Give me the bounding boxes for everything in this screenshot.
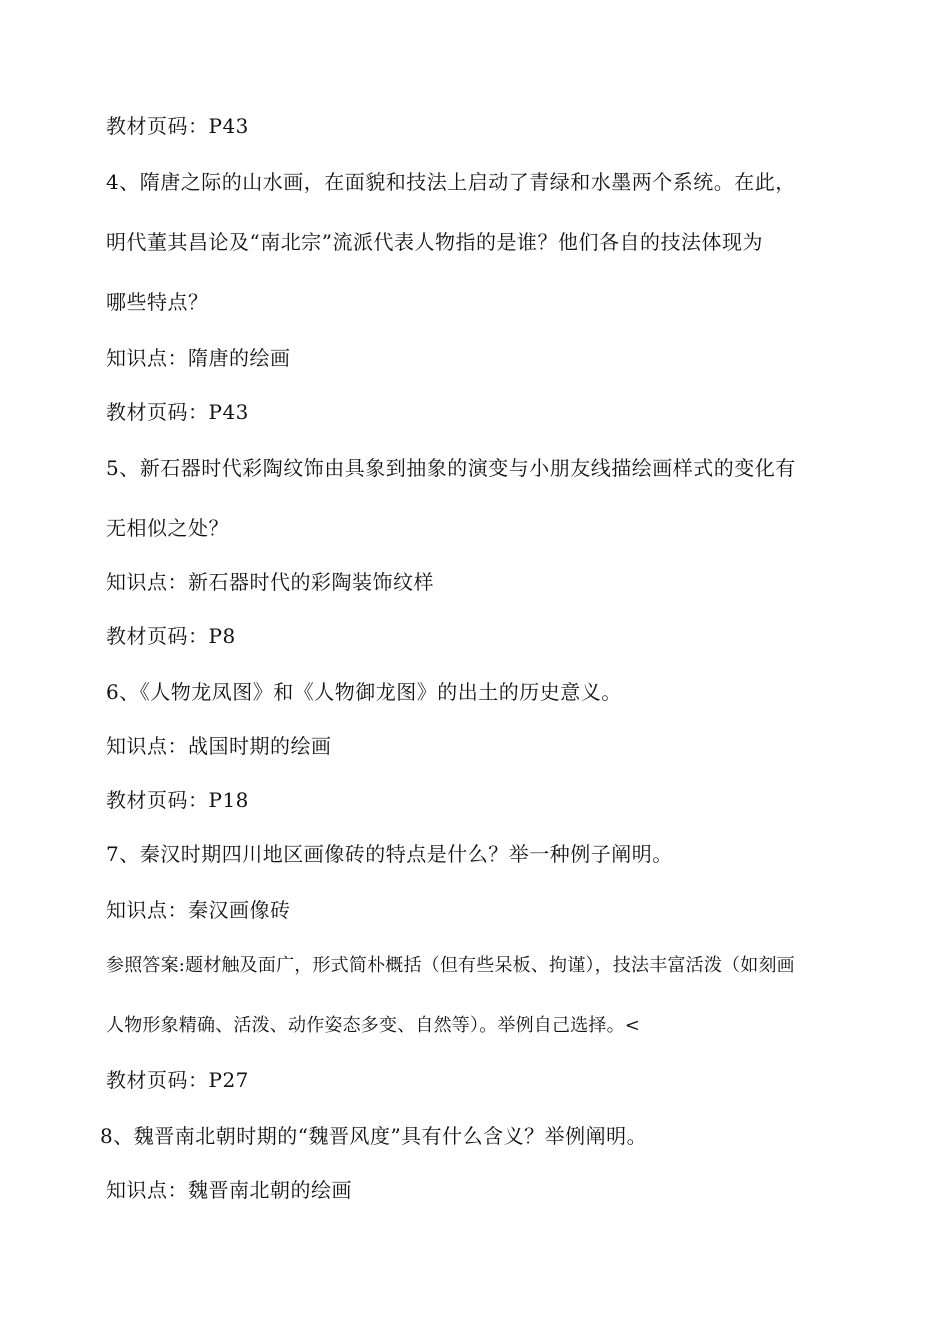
knowledge-point: 知识点：隋唐的绘画 [106, 346, 291, 370]
question-8: 8、魏晋南北朝时期的“魏晋风度”具有什么含义？举例阐明。 [100, 1124, 648, 1148]
knowledge-point: 知识点：秦汉画像砖 [106, 898, 291, 922]
reference-answer-line-1: 参照答案:题材触及面广，形式简朴概括（但有些呆板、拘谨），技法丰富活泼（如刻画 [106, 955, 795, 976]
textbook-page-ref: 教材页码：P18 [106, 788, 249, 812]
question-5-line-2: 无相似之处？ [106, 516, 229, 540]
textbook-page-ref: 教材页码：P43 [106, 114, 249, 138]
knowledge-point: 知识点：战国时期的绘画 [106, 734, 332, 758]
textbook-page-ref: 教材页码：P43 [106, 400, 249, 424]
knowledge-point: 知识点：新石器时代的彩陶装饰纹样 [106, 570, 434, 594]
question-4-line-1: 4、隋唐之际的山水画，在面貌和技法上启动了青绿和水墨两个系统。在此， [106, 170, 796, 194]
textbook-page-ref: 教材页码：P8 [106, 624, 236, 648]
textbook-page-ref: 教材页码：P27 [106, 1068, 249, 1092]
question-6: 6、《人物龙凤图》和《人物御龙图》的出土的历史意义。 [106, 680, 622, 704]
question-5-line-1: 5、新石器时代彩陶纹饰由具象到抽象的演变与小朋友线描绘画样式的变化有 [106, 456, 796, 480]
reference-answer-line-2: 人物形象精确、活泼、动作姿态多变、自然等）。举例自己选择。< [106, 1015, 641, 1036]
question-4-line-2: 明代董其昌论及“南北宗”流派代表人物指的是谁？他们各自的技法体现为 [106, 230, 763, 254]
question-7: 7、秦汉时期四川地区画像砖的特点是什么？举一种例子阐明。 [106, 842, 673, 866]
question-4-line-3: 哪些特点？ [106, 290, 209, 314]
knowledge-point: 知识点：魏晋南北朝的绘画 [106, 1178, 352, 1202]
